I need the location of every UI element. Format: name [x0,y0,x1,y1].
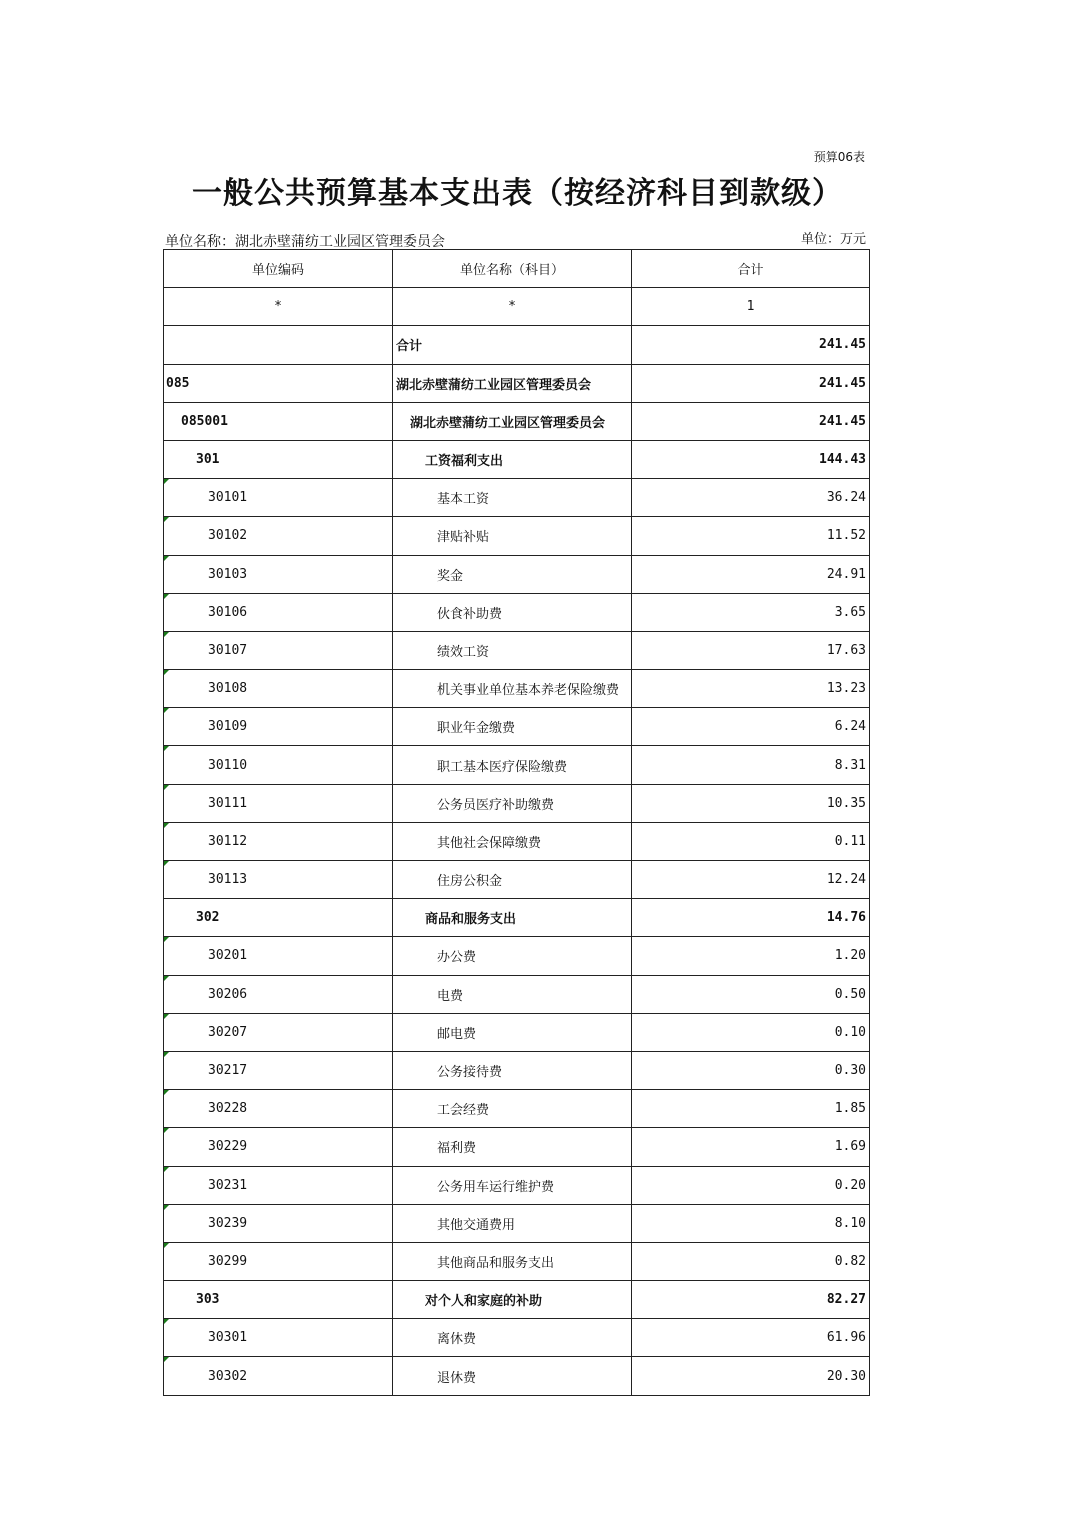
table-row [164,975,870,1013]
row-amount: 17.63 [632,631,870,669]
row-name: 工会经费 [393,1090,632,1128]
row-code [164,326,393,364]
row-name: 职业年金缴费 [393,708,632,746]
row-amount: 12.24 [632,861,870,899]
table-row [164,746,870,784]
row-amount: 8.31 [632,746,870,784]
row-name: 对个人和家庭的补助 [393,1281,632,1319]
row-name: 其他交通费用 [393,1204,632,1242]
row-code: 30206 [164,975,393,1013]
row-code: 30107 [164,631,393,669]
row-code: 30239 [164,1204,393,1242]
table-row [164,670,870,708]
row-code: 30231 [164,1166,393,1204]
row-code: 30111 [164,784,393,822]
row-name: 基本工资 [393,479,632,517]
row-code: 30201 [164,937,393,975]
row-amount: 1.69 [632,1128,870,1166]
row-name: 其他商品和服务支出 [393,1242,632,1280]
row-name: 商品和服务支出 [393,899,632,937]
row-name: 其他社会保障缴费 [393,822,632,860]
row-amount: 0.20 [632,1166,870,1204]
row-amount: 6.24 [632,708,870,746]
table-row [164,517,870,555]
row-amount: 1.85 [632,1090,870,1128]
row-name: 邮电费 [393,1013,632,1051]
table-row [164,708,870,746]
header-unit-code: 单位编码 [164,250,393,288]
row-amount: 61.96 [632,1319,870,1357]
row-amount: 144.43 [632,440,870,478]
table-row [164,440,870,478]
row-amount: 11.52 [632,517,870,555]
row-name: 电费 [393,975,632,1013]
row-amount: 0.50 [632,975,870,1013]
budget-table [163,249,870,1396]
row-amount: 0.82 [632,1242,870,1280]
row-code: 302 [164,899,393,937]
table-row [164,937,870,975]
table-row [164,364,870,402]
row-amount: 10.35 [632,784,870,822]
row-name: 福利费 [393,1128,632,1166]
index-cell-code: * [164,288,393,326]
row-code: 30102 [164,517,393,555]
table-row [164,1166,870,1204]
row-name: 合计 [393,326,632,364]
row-amount: 24.91 [632,555,870,593]
row-name: 伙食补助费 [393,593,632,631]
row-code: 30109 [164,708,393,746]
index-row [164,288,870,326]
table-row [164,593,870,631]
row-amount: 82.27 [632,1281,870,1319]
row-amount: 241.45 [632,364,870,402]
row-code: 303 [164,1281,393,1319]
form-number: 预算06表 [813,150,865,164]
row-name: 退休费 [393,1357,632,1395]
table-row [164,1357,870,1395]
row-code: 30101 [164,479,393,517]
row-code: 30228 [164,1090,393,1128]
row-code: 30217 [164,1051,393,1089]
row-name: 办公费 [393,937,632,975]
row-name: 公务用车运行维护费 [393,1166,632,1204]
row-name: 工资福利支出 [393,440,632,478]
row-name: 职工基本医疗保险缴费 [393,746,632,784]
row-amount: 8.10 [632,1204,870,1242]
row-amount: 1.20 [632,937,870,975]
row-code: 301 [164,440,393,478]
row-amount: 13.23 [632,670,870,708]
table-row [164,1204,870,1242]
unit-name: 单位名称：湖北赤壁蒲纺工业园区管理委员会 [165,234,445,250]
row-code: 30301 [164,1319,393,1357]
table-row [164,822,870,860]
row-amount: 14.76 [632,899,870,937]
table-row [164,1281,870,1319]
table-row [164,402,870,440]
row-name: 公务员医疗补助缴费 [393,784,632,822]
table-row [164,1319,870,1357]
table-row [164,899,870,937]
row-amount: 0.11 [632,822,870,860]
row-code: 30106 [164,593,393,631]
row-amount: 241.45 [632,326,870,364]
row-amount: 241.45 [632,402,870,440]
index-cell-name: * [393,288,632,326]
row-name: 津贴补贴 [393,517,632,555]
table-body [164,326,870,1395]
row-amount: 0.30 [632,1051,870,1089]
header-total: 合计 [632,250,870,288]
row-code: 30110 [164,746,393,784]
row-code: 30229 [164,1128,393,1166]
table-row [164,1013,870,1051]
row-amount: 20.30 [632,1357,870,1395]
table-row [164,1128,870,1166]
table-row [164,1051,870,1089]
row-amount: 36.24 [632,479,870,517]
row-code: 30299 [164,1242,393,1280]
table-row [164,784,870,822]
row-name: 湖北赤壁蒲纺工业园区管理委员会 [393,364,632,402]
row-name: 绩效工资 [393,631,632,669]
row-code: 30302 [164,1357,393,1395]
table-row [164,326,870,364]
row-code: 30108 [164,670,393,708]
row-name: 住房公积金 [393,861,632,899]
unit-label: 单位：万元 [800,232,866,247]
index-cell-total: 1 [632,288,870,326]
table-row [164,555,870,593]
row-code: 085001 [164,402,393,440]
row-name: 公务接待费 [393,1051,632,1089]
row-amount: 3.65 [632,593,870,631]
table-row [164,479,870,517]
page-title: 一般公共预算基本支出表（按经济科目到款级） [192,176,843,211]
header-unit-name: 单位名称（科目） [393,250,632,288]
row-code: 30112 [164,822,393,860]
row-amount: 0.10 [632,1013,870,1051]
table-row [164,631,870,669]
row-name: 离休费 [393,1319,632,1357]
row-code: 30103 [164,555,393,593]
row-name: 机关事业单位基本养老保险缴费 [393,670,632,708]
row-code: 085 [164,364,393,402]
row-code: 30207 [164,1013,393,1051]
table-row [164,861,870,899]
table-row [164,1242,870,1280]
row-code: 30113 [164,861,393,899]
table-row [164,1090,870,1128]
header-row [164,250,870,288]
row-name: 湖北赤壁蒲纺工业园区管理委员会 [393,402,632,440]
row-name: 奖金 [393,555,632,593]
